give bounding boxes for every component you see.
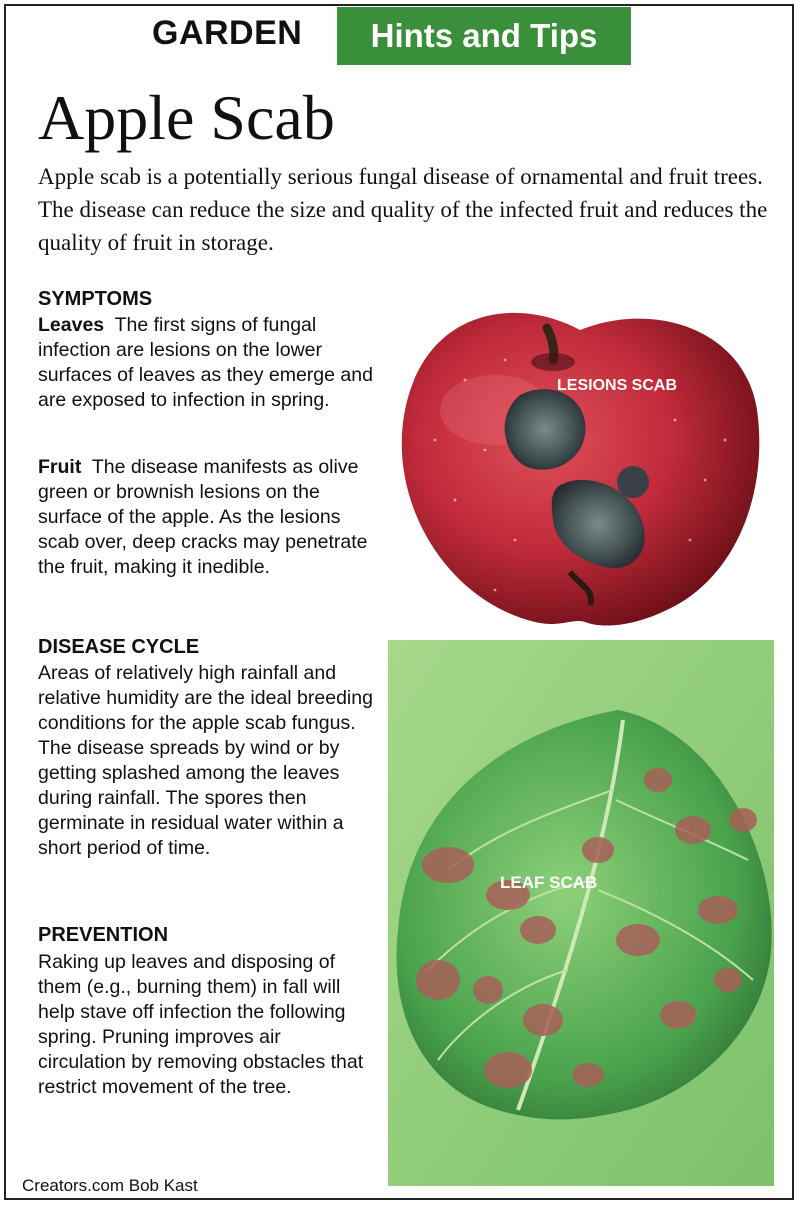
symptoms-leaves-paragraph [38, 313, 373, 413]
apple-scab-photo [395, 300, 765, 630]
header-section-label: GARDEN [152, 14, 303, 52]
leaves-label: Leaves [38, 314, 105, 336]
disease-cycle-text: Areas of relatively high rainfall and relative humidity are the ideal breeding conditions for the apple scab fungus. The disease spreads by wind or by getting splashed among the leaves during rainfall. The spores then germinate in residual water within a short period of time. [38, 662, 373, 859]
disease-cycle-heading: DISEASE CYCLE [38, 636, 200, 658]
fruit-text: The disease manifests as olive green or brownish lesions on the surface of the apple. As the lesions scab over, deep cracks may penetrate the fruit, making it inedible. [38, 456, 368, 578]
apple-lesion-label: LESIONS SCAB [557, 377, 678, 394]
fruit-label: Fruit [38, 456, 82, 478]
leaf-scab-photo [388, 640, 774, 1186]
leaf-illustration [388, 640, 774, 1186]
prevention-heading: PREVENTION [38, 924, 169, 946]
prevention-text: Raking up leaves and disposing of them (e.g., burning them) in fall will help stave off infection the following spring. Pruning improves air circulation by removing obstacles that restrict movement of the tree. [38, 951, 364, 1098]
credit-line: Creators.com Bob Kast [22, 1176, 198, 1195]
page-title: Apple Scab [38, 82, 335, 153]
symptoms-heading: SYMPTOMS [38, 288, 153, 310]
leaf-scab-label: LEAF SCAB [500, 873, 598, 892]
intro-paragraph: Apple scab is a potentially serious fungal disease of ornamental and fruit trees. The disease can reduce the size and quality of the infected fruit and reduces the quality of fruit in storage. [38, 164, 768, 255]
symptoms-fruit-paragraph [38, 455, 373, 580]
apple-illustration [395, 300, 765, 630]
leaves-text: The first signs of fungal infection are lesions on the lower surfaces of leaves as they emerge and are exposed to infection in spring. [38, 314, 373, 411]
header-tag-badge: Hints and Tips [337, 7, 631, 65]
